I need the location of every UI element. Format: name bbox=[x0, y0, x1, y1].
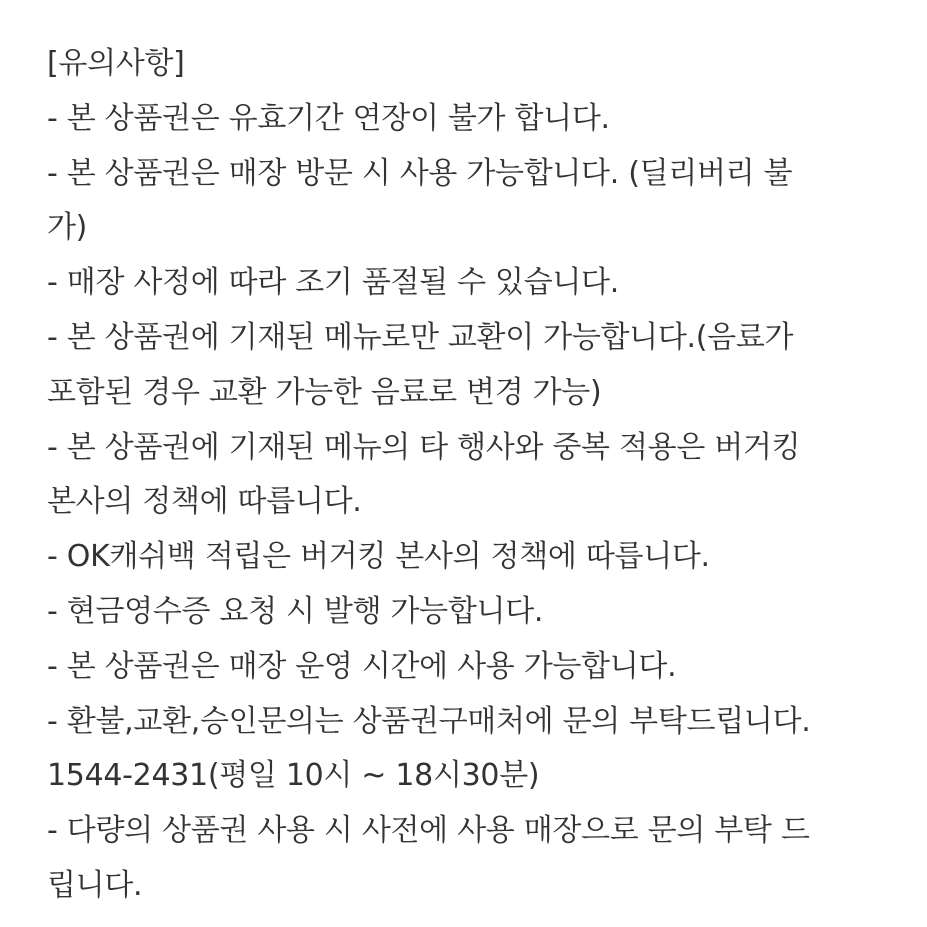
notice-line: - 매장 사정에 따라 조기 품절될 수 있습니다. bbox=[47, 265, 619, 301]
notice-text-block bbox=[47, 37, 907, 914]
notice-line: 포함된 경우 교환 가능한 음료로 변경 가능) bbox=[47, 374, 602, 410]
notice-line: - 본 상품권은 유효기간 연장이 불가 합니다. bbox=[47, 100, 610, 136]
notice-line: - 다량의 상품권 사용 시 사전에 사용 매장으로 문의 부탁 드 bbox=[47, 813, 810, 849]
notice-title: [유의사항] bbox=[47, 46, 185, 81]
notice-line: - 환불,교환,승인문의는 상품권구매처에 문의 부탁드립니다. bbox=[47, 703, 811, 739]
notice-line: 본사의 정책에 따릅니다. bbox=[47, 484, 362, 520]
notice-phone-line: 1544-2431(평일 10시 ~ 18시30분) bbox=[47, 758, 540, 794]
notice-line: - 본 상품권에 기재된 메뉴의 타 행사와 중복 적용은 버거킹 bbox=[47, 429, 801, 465]
notice-line: 가) bbox=[47, 210, 88, 246]
notice-line: - OK캐쉬백 적립은 버거킹 본사의 정책에 따릅니다. bbox=[47, 539, 710, 575]
notice-line: - 본 상품권에 기재된 메뉴로만 교환이 가능합니다.(음료가 bbox=[47, 319, 794, 355]
notice-line: - 현금영수증 요청 시 발행 가능합니다. bbox=[47, 593, 544, 629]
notice-line: 립니다. bbox=[47, 867, 143, 903]
notice-line: - 본 상품권은 매장 운영 시간에 사용 가능합니다. bbox=[47, 648, 677, 684]
notice-line: - 본 상품권은 매장 방문 시 사용 가능합니다. (딜리버리 불 bbox=[47, 155, 793, 191]
